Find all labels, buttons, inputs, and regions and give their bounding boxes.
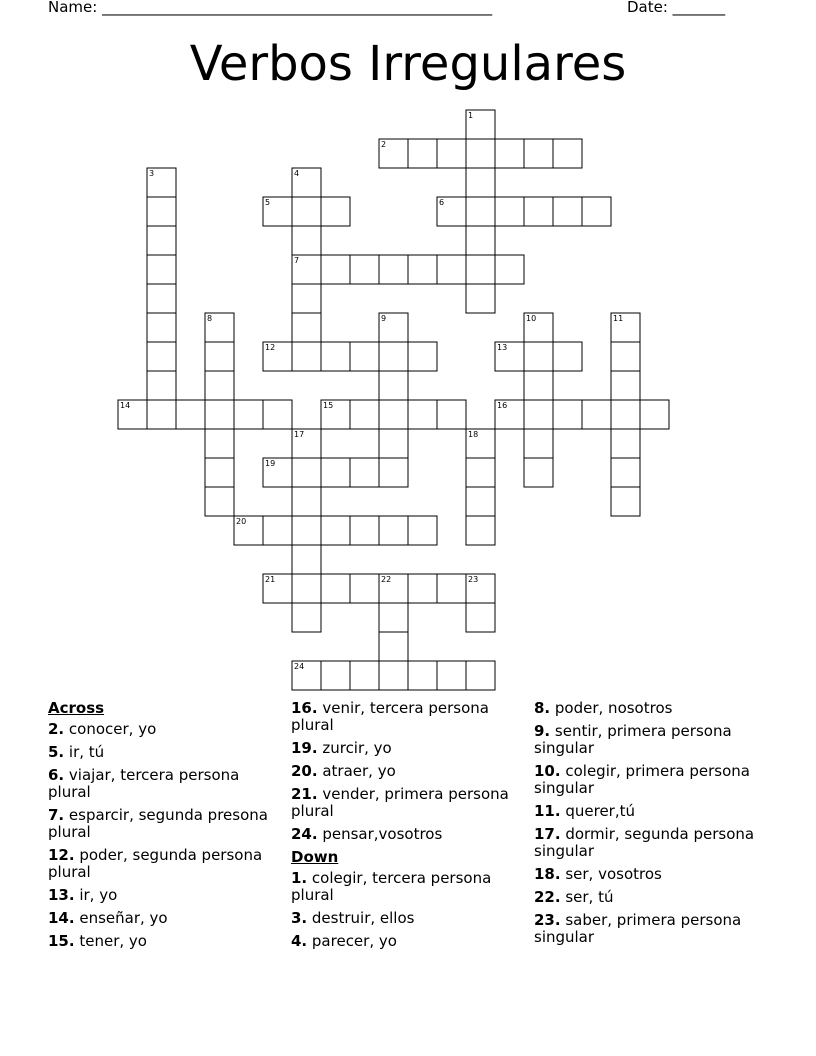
grid-cell[interactable] xyxy=(524,458,553,487)
across-clue xyxy=(291,763,526,780)
grid-cell[interactable] xyxy=(466,139,495,168)
clue-number-label: 1 xyxy=(468,111,474,120)
grid-cell[interactable] xyxy=(292,458,321,487)
grid-cell[interactable] xyxy=(437,661,466,690)
grid-cell[interactable] xyxy=(437,139,466,168)
clue-number-label: 23 xyxy=(468,575,479,584)
clue-number: 24. xyxy=(291,825,318,843)
grid-cell[interactable] xyxy=(350,516,379,545)
grid-cell[interactable] xyxy=(321,516,350,545)
grid-cell[interactable] xyxy=(147,284,176,313)
grid-cell[interactable] xyxy=(292,516,321,545)
down-heading: Down xyxy=(291,848,339,866)
grid-cell[interactable] xyxy=(379,342,408,371)
clue-number-label: 20 xyxy=(236,517,247,526)
name-field-label: Name: ____________________________________________________ xyxy=(48,0,493,16)
clue-number-label: 19 xyxy=(265,459,276,468)
clue-number-label: 17 xyxy=(294,430,305,439)
grid-cell[interactable] xyxy=(524,429,553,458)
across-clue xyxy=(48,910,283,927)
grid-cell[interactable] xyxy=(350,574,379,603)
grid-cell[interactable] xyxy=(437,255,466,284)
clue-number-label: 3 xyxy=(149,169,155,178)
grid-cell[interactable] xyxy=(524,139,553,168)
grid-cell[interactable] xyxy=(611,458,640,487)
grid-cell[interactable] xyxy=(466,487,495,516)
page-title: Verbos Irregulares xyxy=(189,36,627,92)
clue-text: pensar,vosotros xyxy=(317,825,443,843)
clue-text: colegir, primera persona singular xyxy=(534,762,750,797)
clue-number-label: 18 xyxy=(468,430,479,439)
clue-number: 13. xyxy=(48,886,75,904)
across-clue xyxy=(48,721,283,738)
grid-cell[interactable] xyxy=(524,342,553,371)
clue-number: 11. xyxy=(534,802,561,820)
grid-cell[interactable] xyxy=(292,545,321,574)
clue-text: poder, segunda persona plural xyxy=(48,846,263,881)
grid-cell[interactable] xyxy=(205,371,234,400)
clue-number-label: 13 xyxy=(497,343,508,352)
grid-cell[interactable] xyxy=(408,400,437,429)
grid-cell[interactable] xyxy=(408,255,437,284)
grid-cell[interactable] xyxy=(611,429,640,458)
grid-cell[interactable] xyxy=(147,226,176,255)
clue-text: zurcir, yo xyxy=(317,739,392,757)
grid-cell[interactable] xyxy=(582,197,611,226)
clue-text: poder, nosotros xyxy=(550,699,673,717)
grid-cell[interactable] xyxy=(321,574,350,603)
grid-cell[interactable] xyxy=(292,197,321,226)
grid-cell[interactable] xyxy=(553,197,582,226)
clue-number: 6. xyxy=(48,766,65,784)
grid-cell[interactable] xyxy=(379,603,408,632)
clue-number: 20. xyxy=(291,762,318,780)
clue-number: 4. xyxy=(291,932,308,950)
grid-cell[interactable] xyxy=(205,342,234,371)
grid-cell[interactable] xyxy=(466,661,495,690)
clue-text: colegir, tercera persona plural xyxy=(291,869,492,904)
grid-cell[interactable] xyxy=(292,313,321,342)
grid-cell[interactable] xyxy=(263,400,292,429)
clue-text: viajar, tercera persona plural xyxy=(48,766,240,801)
grid-cell[interactable] xyxy=(553,400,582,429)
down-clue xyxy=(534,889,769,906)
clue-number-label: 8 xyxy=(207,314,213,323)
clue-number-label: 6 xyxy=(439,198,445,207)
clue-text: ser, vosotros xyxy=(560,865,662,883)
across-heading: Across xyxy=(48,699,105,717)
clue-number-label: 22 xyxy=(381,575,392,584)
across-clue xyxy=(48,847,283,881)
grid-cell[interactable] xyxy=(611,487,640,516)
grid-cell[interactable] xyxy=(147,255,176,284)
clue-text: tener, yo xyxy=(74,932,147,950)
grid-cell[interactable] xyxy=(321,458,350,487)
grid-cell[interactable] xyxy=(292,284,321,313)
grid-cell[interactable] xyxy=(379,516,408,545)
clue-text: atraer, yo xyxy=(317,762,396,780)
down-clue xyxy=(534,866,769,883)
clue-number-label: 2 xyxy=(381,140,387,149)
down-clue xyxy=(534,763,769,797)
grid-cell[interactable] xyxy=(292,574,321,603)
date-field-label: Date: _______ xyxy=(627,0,726,16)
clue-number: 3. xyxy=(291,909,308,927)
grid-cell[interactable] xyxy=(147,400,176,429)
clue-text: dormir, segunda persona singular xyxy=(534,825,755,860)
clue-number: 14. xyxy=(48,909,75,927)
grid-cell[interactable] xyxy=(466,255,495,284)
clue-text: venir, tercera persona plural xyxy=(291,699,489,734)
clue-text: esparcir, segunda presona plural xyxy=(48,806,268,841)
grid-cell[interactable] xyxy=(147,313,176,342)
clue-number: 8. xyxy=(534,699,551,717)
clue-number: 7. xyxy=(48,806,65,824)
grid-cell[interactable] xyxy=(495,197,524,226)
grid-cell[interactable] xyxy=(379,458,408,487)
clue-number-label: 15 xyxy=(323,401,334,410)
clue-text: sentir, primera persona singular xyxy=(534,722,732,757)
grid-cell[interactable] xyxy=(205,487,234,516)
clue-number: 16. xyxy=(291,699,318,717)
down-clue xyxy=(291,870,526,904)
grid-cell[interactable] xyxy=(611,400,640,429)
down-clue xyxy=(534,826,769,860)
clues-column-3 xyxy=(534,700,769,952)
across-clue xyxy=(48,807,283,841)
grid-cell[interactable] xyxy=(379,429,408,458)
clue-number-label: 7 xyxy=(294,256,300,265)
clue-number: 9. xyxy=(534,722,551,740)
clue-number: 17. xyxy=(534,825,561,843)
across-clue xyxy=(291,700,526,734)
grid-cell[interactable] xyxy=(495,255,524,284)
grid-cell[interactable] xyxy=(582,400,611,429)
clue-number: 12. xyxy=(48,846,75,864)
grid-cell[interactable] xyxy=(466,284,495,313)
clue-number: 2. xyxy=(48,720,65,738)
clue-number-label: 14 xyxy=(120,401,131,410)
clue-number: 22. xyxy=(534,888,561,906)
clue-number: 10. xyxy=(534,762,561,780)
grid-cell[interactable] xyxy=(321,255,350,284)
across-clue xyxy=(291,786,526,820)
grid-cell[interactable] xyxy=(408,139,437,168)
clue-number-label: 4 xyxy=(294,169,300,178)
grid-cell[interactable] xyxy=(553,342,582,371)
grid-cell[interactable] xyxy=(147,197,176,226)
grid-cell[interactable] xyxy=(379,255,408,284)
clue-text: vender, primera persona plural xyxy=(291,785,509,820)
clues-column-2 xyxy=(291,700,526,956)
grid-cell[interactable] xyxy=(350,255,379,284)
grid-cell[interactable] xyxy=(466,226,495,255)
grid-cell[interactable] xyxy=(292,226,321,255)
clue-number: 5. xyxy=(48,743,65,761)
clue-text: ir, yo xyxy=(74,886,118,904)
clue-number-label: 16 xyxy=(497,401,508,410)
grid-cell[interactable] xyxy=(408,516,437,545)
grid-cell[interactable] xyxy=(292,603,321,632)
clue-number: 21. xyxy=(291,785,318,803)
clue-text: ser, tú xyxy=(560,888,614,906)
grid-cell[interactable] xyxy=(292,342,321,371)
grid-cell[interactable] xyxy=(379,400,408,429)
grid-cell[interactable] xyxy=(350,400,379,429)
across-clue xyxy=(48,887,283,904)
grid-cell[interactable] xyxy=(466,603,495,632)
grid-cell[interactable] xyxy=(640,400,669,429)
grid-cell[interactable] xyxy=(321,342,350,371)
grid-cell[interactable] xyxy=(147,371,176,400)
grid-cell[interactable] xyxy=(466,458,495,487)
grid-cell[interactable] xyxy=(611,342,640,371)
clue-number-label: 11 xyxy=(613,314,624,323)
clue-number-label: 21 xyxy=(265,575,276,584)
down-clue xyxy=(534,803,769,820)
grid-cell[interactable] xyxy=(611,371,640,400)
grid-cell[interactable] xyxy=(147,342,176,371)
grid-cell[interactable] xyxy=(350,342,379,371)
clue-text: enseñar, yo xyxy=(74,909,168,927)
grid-cell[interactable] xyxy=(379,661,408,690)
down-clue xyxy=(534,723,769,757)
grid-cell[interactable] xyxy=(292,487,321,516)
grid-cell[interactable] xyxy=(379,371,408,400)
across-clue xyxy=(291,826,526,843)
grid-cell[interactable] xyxy=(466,168,495,197)
clue-text: saber, primera persona singular xyxy=(534,911,742,946)
grid-cell[interactable] xyxy=(379,632,408,661)
clue-number-label: 9 xyxy=(381,314,387,323)
grid-cell[interactable] xyxy=(437,400,466,429)
grid-cell[interactable] xyxy=(176,400,205,429)
down-clue xyxy=(534,700,769,717)
grid-cell[interactable] xyxy=(321,197,350,226)
grid-cell[interactable] xyxy=(408,574,437,603)
clue-number-label: 24 xyxy=(294,662,305,671)
clue-text: destruir, ellos xyxy=(307,909,415,927)
grid-cell[interactable] xyxy=(553,139,582,168)
grid-cell[interactable] xyxy=(205,429,234,458)
clue-number-label: 5 xyxy=(265,198,271,207)
across-clue xyxy=(48,767,283,801)
grid-cell[interactable] xyxy=(524,197,553,226)
clues-column-1 xyxy=(48,700,283,956)
down-clue xyxy=(534,912,769,946)
clue-number: 18. xyxy=(534,865,561,883)
grid-cell[interactable] xyxy=(321,661,350,690)
grid-cell[interactable] xyxy=(234,400,263,429)
clue-text: conocer, yo xyxy=(64,720,157,738)
clue-number-label: 10 xyxy=(526,314,537,323)
grid-cell[interactable] xyxy=(263,516,292,545)
clue-text: parecer, yo xyxy=(307,932,397,950)
clue-text: ir, tú xyxy=(64,743,105,761)
clue-number: 19. xyxy=(291,739,318,757)
across-clue xyxy=(48,933,283,950)
grid-cell[interactable] xyxy=(350,458,379,487)
grid-cell[interactable] xyxy=(524,400,553,429)
grid-cell[interactable] xyxy=(205,400,234,429)
grid-cell[interactable] xyxy=(437,574,466,603)
grid-cell[interactable] xyxy=(408,342,437,371)
grid-cell[interactable] xyxy=(495,139,524,168)
grid-cell[interactable] xyxy=(466,197,495,226)
clue-number: 1. xyxy=(291,869,308,887)
clue-number: 15. xyxy=(48,932,75,950)
clue-number-label: 12 xyxy=(265,343,276,352)
grid-cell[interactable] xyxy=(205,458,234,487)
grid-cell[interactable] xyxy=(408,661,437,690)
across-clue xyxy=(48,744,283,761)
across-clue xyxy=(291,740,526,757)
clue-text: querer,tú xyxy=(560,802,635,820)
grid-cell[interactable] xyxy=(466,516,495,545)
clue-number: 23. xyxy=(534,911,561,929)
down-clue xyxy=(291,910,526,927)
down-clue xyxy=(291,933,526,950)
grid-cell[interactable] xyxy=(524,371,553,400)
grid-cell[interactable] xyxy=(350,661,379,690)
